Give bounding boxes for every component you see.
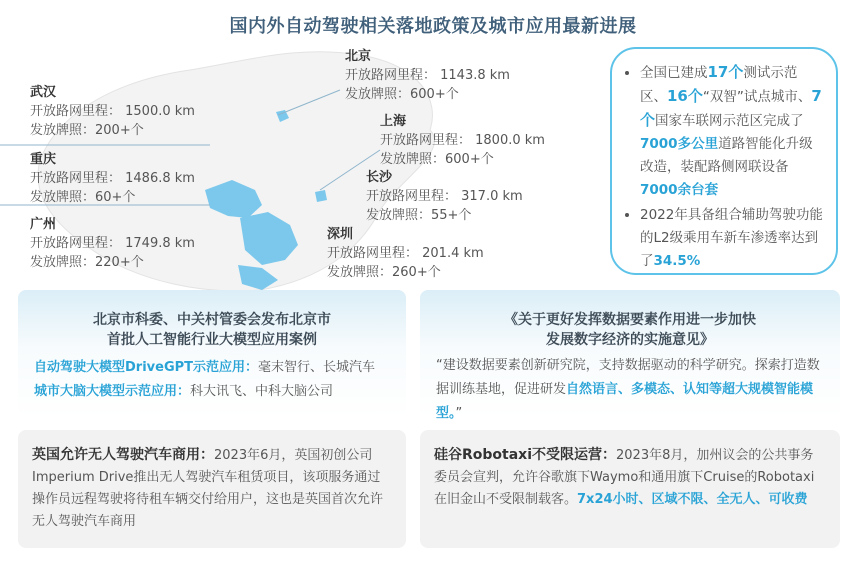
summary-item-1 [640, 61, 824, 202]
panel-title-line: 首批人工智能行业大模型应用案例 [107, 332, 317, 348]
city-name: 上海 [380, 114, 407, 129]
quote-highlight: 自然语言、多模态、认知等超大规模智能模型。 [436, 382, 814, 421]
text: “双智”试点城市、 [702, 89, 812, 105]
panel-title [420, 290, 840, 350]
news-highlight: 7x24小时、区域不限、全无人、可收费 [577, 492, 808, 507]
city-plates: 发放牌照：55+个 [366, 208, 472, 223]
summary-bubble [610, 47, 838, 275]
quote-text: ” [455, 406, 463, 421]
text: 测试示范区、 [640, 65, 798, 105]
case-label: 城市大脑大模型示范应用： [34, 384, 191, 399]
city-changsha [366, 168, 523, 225]
city-road: 开放路网里程： 1486.8 km [30, 171, 195, 186]
page-title: 国内外自动驾驶相关落地政策及城市应用最新进展 [229, 16, 637, 37]
city-plates: 发放牌照：200+个 [30, 123, 144, 138]
city-wuhan [30, 83, 195, 140]
city-shanghai [380, 112, 545, 169]
news-lead: 英国允许无人驾驶汽车商用： [32, 447, 214, 463]
text: 国家车联网示范区完成了 [655, 113, 804, 129]
city-plates: 发放牌照：220+个 [30, 255, 144, 270]
news-lead: 硅谷Robotaxi不受限运营： [434, 447, 617, 463]
city-beijing [345, 47, 510, 104]
city-chongqing [30, 150, 195, 207]
case-line [18, 356, 406, 380]
silicon-valley-news-panel [420, 430, 840, 548]
city-road: 开放路网里程： 317.0 km [366, 189, 523, 204]
city-name: 长沙 [366, 170, 393, 185]
text: 道路智能化升级改造，装配路侧网联设备 [640, 136, 813, 175]
highlight: 7000余台套 [640, 182, 719, 198]
text: 全国已建成 [640, 65, 708, 81]
city-road: 开放路网里程： 1800.0 km [380, 133, 545, 148]
city-guangzhou [30, 215, 195, 272]
panel-title-line: 北京市科委、中关村管委会发布北京市 [93, 312, 331, 328]
city-plates: 发放牌照：600+个 [345, 87, 459, 102]
city-name: 广州 [30, 217, 57, 232]
highlight: 7个 [640, 87, 822, 129]
news-text [18, 430, 406, 533]
city-shenzhen [327, 225, 484, 282]
city-name: 重庆 [30, 152, 57, 167]
highlight: 17个 [707, 63, 744, 81]
city-plates: 发放牌照：600+个 [380, 152, 494, 167]
city-road: 开放路网里程： 1500.0 km [30, 104, 195, 119]
panel-title-line: 发展数字经济的实施意见》 [546, 332, 714, 348]
city-road: 开放路网里程： 201.4 km [327, 246, 484, 261]
city-name: 北京 [345, 49, 372, 64]
case-text: 科大讯飞、中科大脑公司 [190, 384, 334, 399]
policy-quote [420, 350, 840, 426]
highlight: 7000多公里 [640, 136, 719, 152]
panel-title [18, 290, 406, 350]
case-line [18, 380, 406, 404]
city-plates: 发放牌照：60+个 [30, 190, 136, 205]
case-text: 毫末智行、长城汽车 [258, 360, 376, 375]
news-text [420, 430, 840, 511]
beijing-policy-panel [18, 290, 406, 418]
uk-news-panel [18, 430, 406, 548]
province-region-5 [315, 190, 327, 202]
data-element-panel [420, 290, 840, 421]
city-road: 开放路网里程： 1143.8 km [345, 68, 510, 83]
city-road: 开放路网里程： 1749.8 km [30, 236, 195, 251]
highlight: 16个 [667, 87, 703, 105]
city-name: 深圳 [327, 227, 354, 242]
news-body: 2023年6月，英国初创公司Imperium Drive推出无人驾驶汽车租赁项目，该项服务通过操作员远程驾驶将待租车辆交付给用户，这也是英国首次允许无人驾驶汽车商用 [32, 448, 384, 529]
highlight: 34.5% [653, 253, 701, 269]
text: 2022年具备组合辅助驾驶功能的L2级乘用车新车渗透率达到了 [640, 207, 823, 269]
quote-text: “建设数据要素创新研究院，支持数据驱动的科学研究。探索打造数据训练基地，促进研发 [436, 358, 820, 397]
news-body: 2023年8月，加州议会的公共事务委员会宣判，允许谷歌旗下Waymo和通用旗下Cruise的Robotaxi在旧金山不受限制载客。 [434, 448, 815, 507]
case-label: 自动驾驶大模型DriveGPT示范应用： [34, 360, 259, 375]
panel-title-line: 《关于更好发挥数据要素作用进一步加快 [504, 312, 756, 328]
city-plates: 发放牌照：260+个 [327, 265, 441, 280]
summary-item-2 [640, 204, 824, 273]
city-name: 武汉 [30, 85, 57, 100]
